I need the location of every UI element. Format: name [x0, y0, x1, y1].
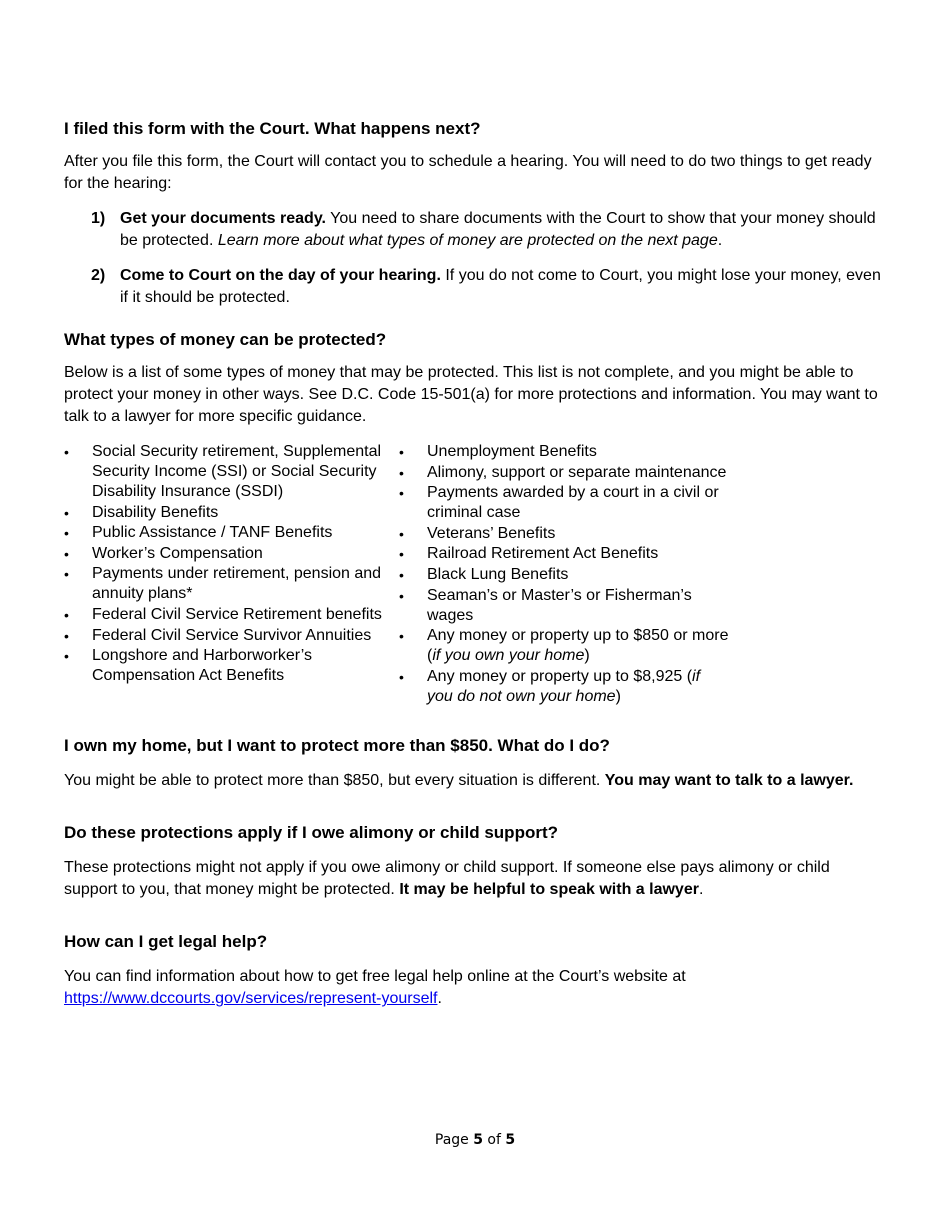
section-intro-what-happens-next: After you file this form, the Court will contact you to schedule a hearing. You will need to do two things to get ready for the hearing: — [64, 153, 872, 192]
section-body-alimony: These protections might not apply if you owe alimony or child support. If someone else pays alimony or child support to you, that money might be protected. It may be helpful to speak with a lawyer. — [64, 859, 830, 899]
list-item: • Black Lung Benefits — [399, 565, 729, 585]
step-number: 2) — [91, 267, 106, 284]
section-heading-legal-help: How can I get legal help? — [64, 932, 268, 952]
section-body-legal-help: You can find information about how to get free legal help online at the Court’s website at https://www.dccourts.gov/services/represent-yourself. — [64, 968, 686, 1008]
section-heading-alimony: Do these protections apply if I owe alimony or child support? — [64, 823, 558, 843]
list-item-money-homeowner: • Any money or property up to $850 or more (if you own your home) — [399, 626, 729, 666]
protected-money-columns — [64, 442, 886, 707]
protected-money-right-column — [399, 442, 729, 707]
list-item: • Social Security retirement, Supplemental Security Income (SSI) or Social Security Disability Insurance (SSDI) — [64, 442, 399, 502]
list-item: • Seaman’s or Master’s or Fisherman’s wages — [399, 586, 729, 626]
list-item: • Longshore and Harborworker’s Compensation Act Benefits — [64, 646, 399, 686]
step-title: Get your documents ready. — [120, 210, 326, 227]
step-item-hearing — [64, 265, 886, 309]
step-text: If you do not come to Court, you might lose your money, even if it should be protected. — [120, 267, 881, 306]
lawyer-advice: It may be helpful to speak with a lawyer — [399, 881, 699, 899]
court-website-link[interactable]: https://www.dccourts.gov/services/represent-yourself — [64, 990, 438, 1008]
lawyer-advice: You may want to talk to a lawyer. — [604, 772, 854, 790]
step-number: 1) — [91, 210, 106, 227]
list-item: • Veterans’ Benefits — [399, 524, 729, 544]
list-item: • Payments awarded by a court in a civil or criminal case — [399, 483, 729, 523]
document-page — [64, 0, 886, 1010]
list-item: • Federal Civil Service Survivor Annuities — [64, 626, 399, 646]
list-item: • Alimony, support or separate maintenance — [399, 463, 729, 483]
protected-money-left-column — [64, 442, 399, 707]
page-number: Page 5 of 5 — [434, 1132, 516, 1148]
section-heading-what-happens-next: I filed this form with the Court. What happens next? — [64, 119, 481, 138]
list-item: • Unemployment Benefits — [399, 442, 729, 462]
step-item-documents: 1) Get your documents ready. You need to share documents with the Court to show that your money should be protected. Learn more about what types of money are protected on the next page. — [91, 210, 876, 249]
protected-money-list-right — [399, 442, 729, 707]
list-item: • Public Assistance / TANF Benefits — [64, 523, 399, 543]
section-heading-protect-more: I own my home, but I want to protect more than $850. What do I do? — [64, 736, 610, 756]
section-intro-protected-money: Below is a list of some types of money that may be protected. This list is not complete, and you might be able to protect your money in other ways. See D.C. Code 15-501(a) for more protections and information. You may want to talk to a lawyer for more specific guidance. — [64, 364, 878, 425]
list-item: • Railroad Retirement Act Benefits — [399, 544, 729, 564]
section-heading-protected-money: What types of money can be protected? — [64, 330, 387, 349]
step-italic-note: Learn more about what types of money are protected on the next page — [217, 232, 718, 249]
list-item-money-non-homeowner: • Any money or property up to $8,925 (if you do not own your home) — [399, 667, 729, 707]
step-text: You need to share documents with the Court to show that your money should be protected. — [120, 210, 876, 249]
list-item: • Disability Benefits — [64, 503, 399, 523]
list-item: • Federal Civil Service Retirement benefits — [64, 605, 399, 625]
list-item: • Payments under retirement, pension and annuity plans* — [64, 564, 399, 604]
list-item: • Worker’s Compensation — [64, 544, 399, 564]
next-steps-list — [64, 208, 886, 309]
section-body-protect-more: You might be able to protect more than $850, but every situation is different. You may want to talk to a lawyer. — [64, 772, 854, 790]
protected-money-list-left — [64, 442, 399, 686]
step-title: Come to Court on the day of your hearing. — [120, 267, 441, 284]
